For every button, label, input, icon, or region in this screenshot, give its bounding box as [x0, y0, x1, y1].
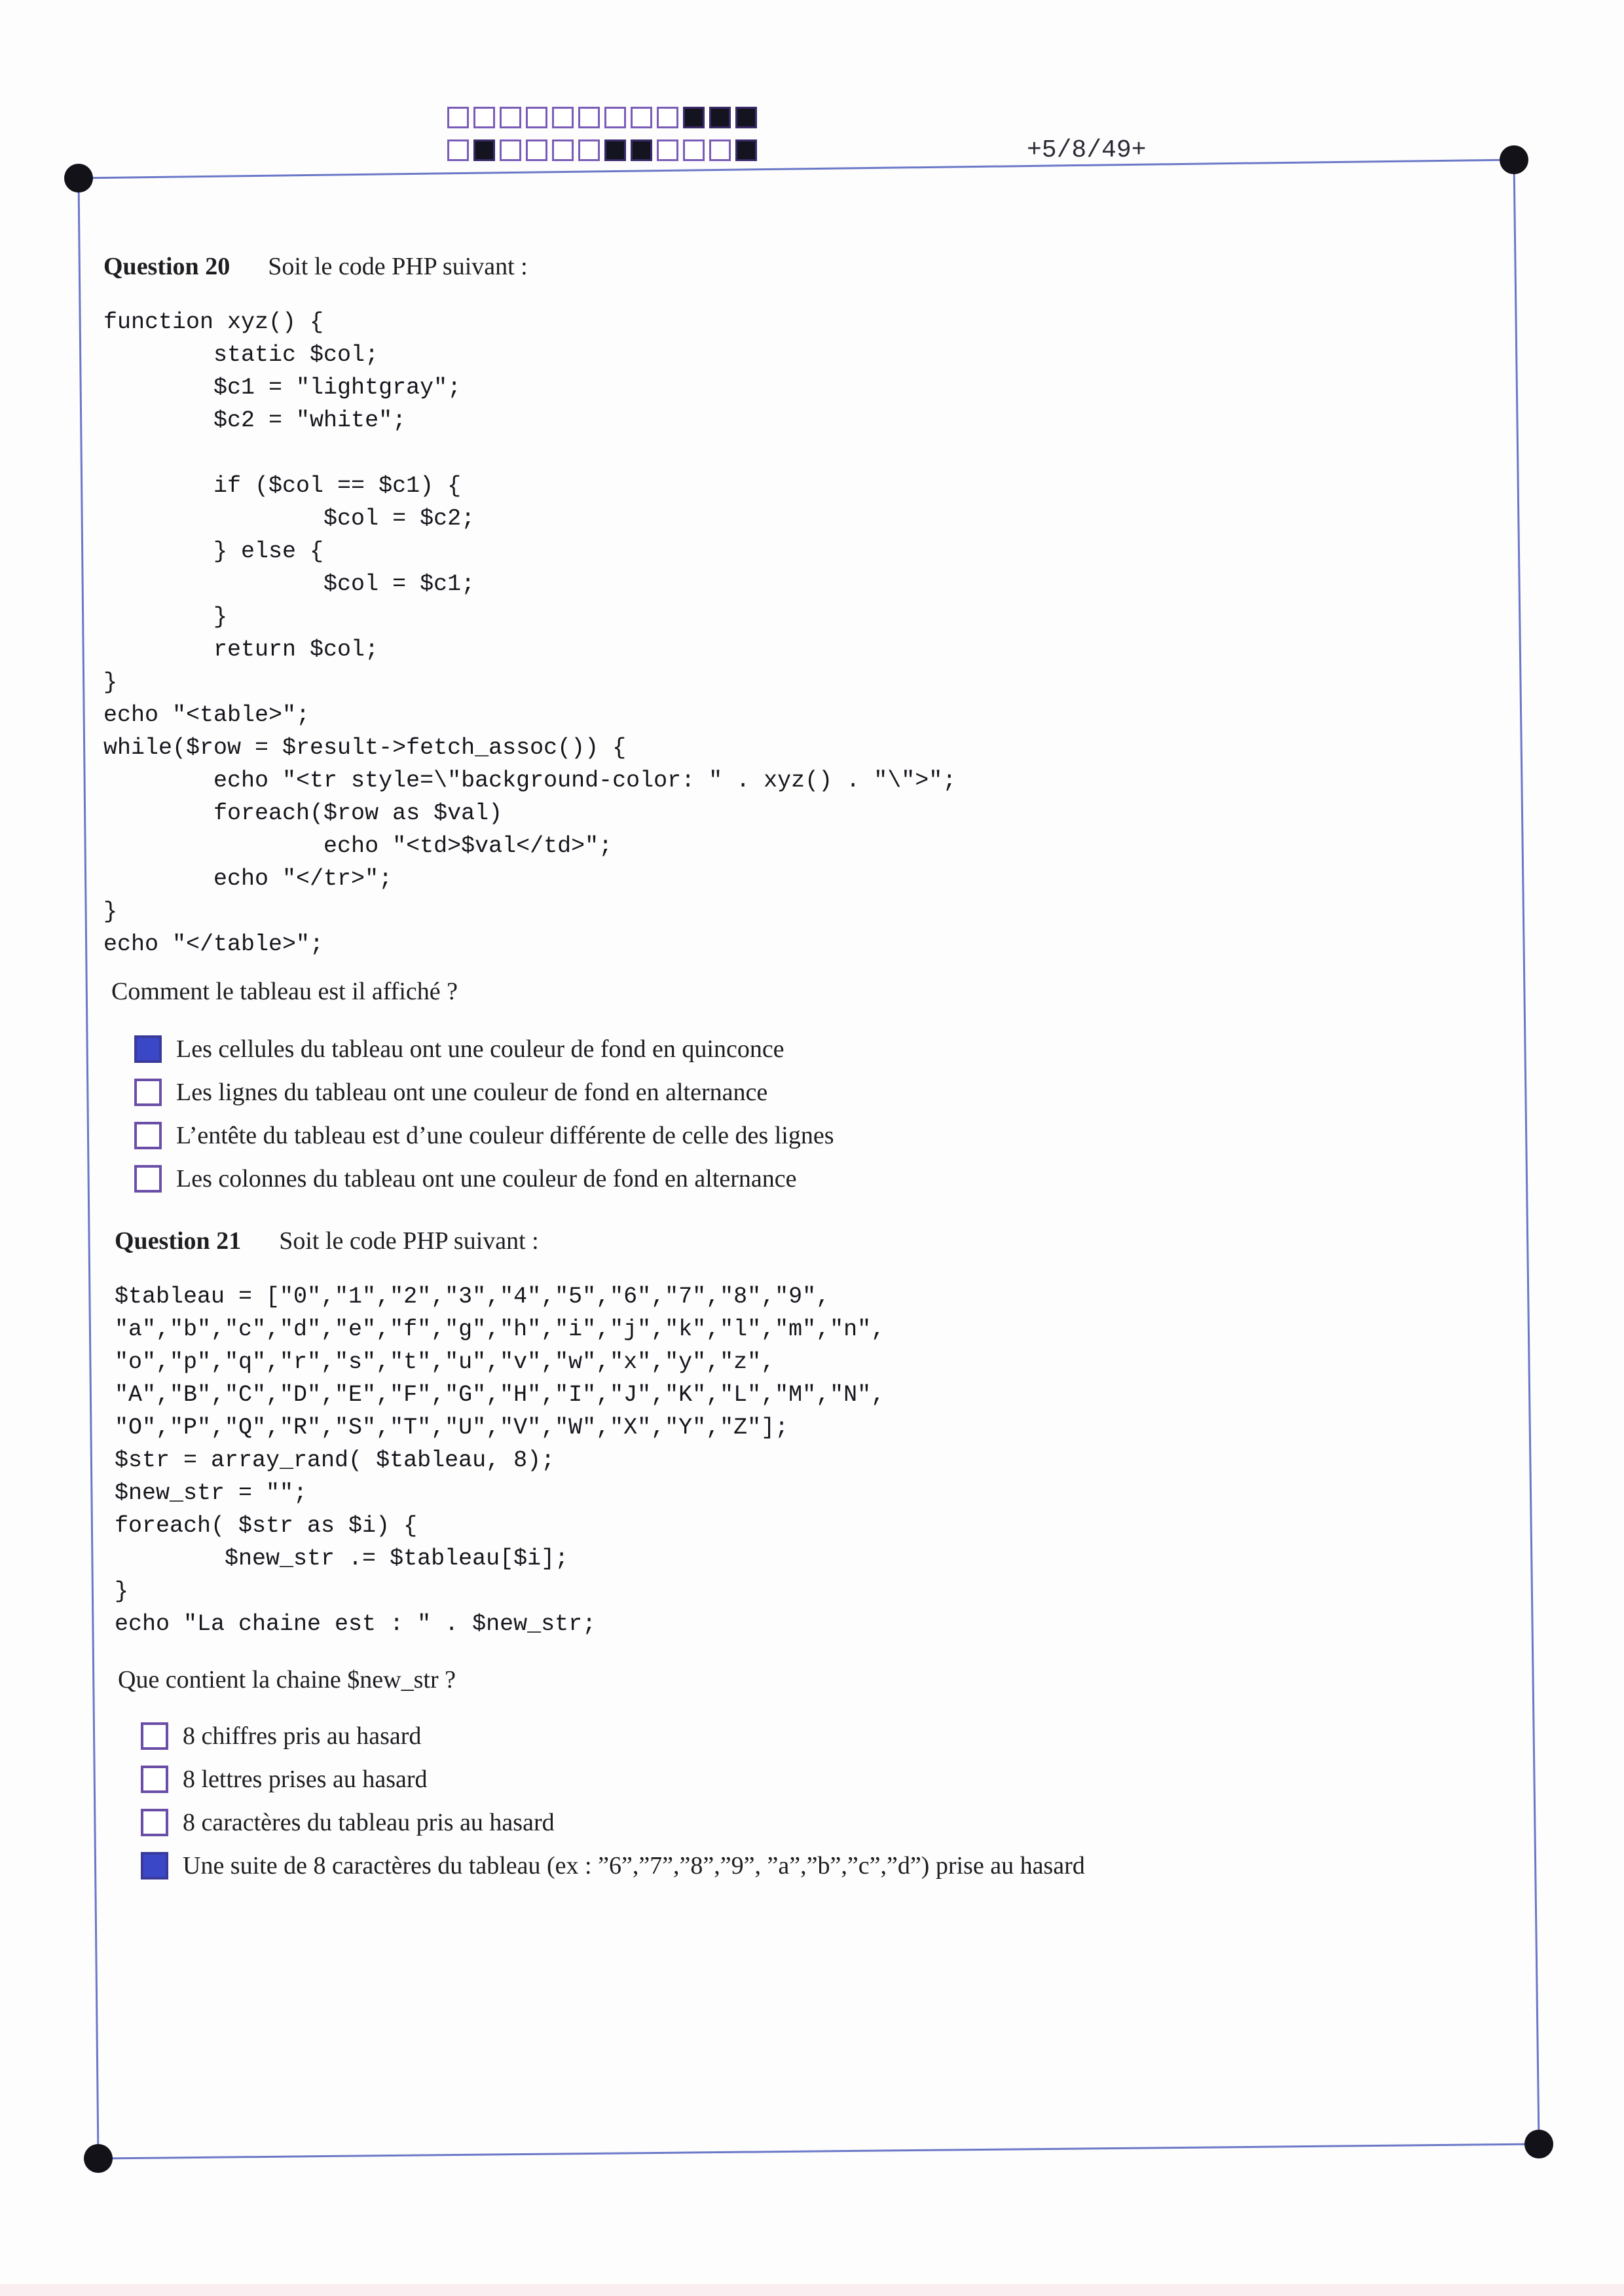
- answer-checkbox[interactable]: [141, 1722, 168, 1750]
- answer-label: 8 caractères du tableau pris au hasard: [183, 1809, 555, 1836]
- answer-label: Les colonnes du tableau ont une couleur de fond en alternance: [176, 1165, 797, 1193]
- answer-option: [134, 1071, 834, 1114]
- question-20-prompt: Comment le tableau est il affiché ?: [111, 978, 458, 1005]
- answer-label: Une suite de 8 caractères du tableau (ex : ”6”,”7”,”8”,”9”, ”a”,”b”,”c”,”d”) prise au hasard: [183, 1852, 1085, 1879]
- answer-checkbox[interactable]: [141, 1766, 168, 1793]
- answer-checkbox[interactable]: [141, 1852, 168, 1879]
- answer-label: 8 chiffres pris au hasard: [183, 1722, 422, 1750]
- answer-option: [134, 1157, 834, 1200]
- question-21-code: $tableau = ["0","1","2","3","4","5","6","7","8","9", "a","b","c","d","e","f","g","h","i","j","k","l","m","n", "o","p","q","r","s","t","u","v","w","x","y","z", "A","B","C","D","E","F","G","H","I","J","K","L","M","N", "O","P","Q","R","S","T","U","V","W","X","Y","Z"]; $str = array_rand( $tableau, 8); $new_str = ""; foreach( $str as $i) { $new_str .= $tableau[$i]; } echo "La chaine est : " . $new_str;: [115, 1284, 885, 1637]
- answer-checkbox[interactable]: [141, 1809, 168, 1836]
- question-intro: Soit le code PHP suivant :: [279, 1227, 539, 1255]
- answer-checkbox[interactable]: [134, 1165, 162, 1193]
- question-20-header: [103, 252, 528, 281]
- answer-label: 8 lettres prises au hasard: [183, 1766, 428, 1793]
- question-intro: Soit le code PHP suivant :: [268, 253, 528, 280]
- answer-option: [141, 1801, 1085, 1844]
- question-20-answers: [134, 1028, 834, 1200]
- question-number: Question 20: [103, 253, 231, 280]
- question-number: Question 21: [115, 1227, 242, 1255]
- question-20-code: function xyz() { static $col; $c1 = "lightgray"; $c2 = "white"; if ($col == $c1) { $col = $c2; } else { $col = $c1; } return $col; } echo "<table>"; while($row = $result->fetch_assoc()) { echo "<tr style=\"background-color: " . xyz() . "\">"; foreach($row as $val) echo "<td>$val</td>"; echo "</tr>"; } echo "</table>";: [103, 309, 957, 957]
- question-21-prompt: Que contient la chaine $new_str ?: [118, 1666, 456, 1694]
- question-21-header: [115, 1227, 539, 1255]
- answer-option: [134, 1028, 834, 1071]
- scan-edge-strip: [0, 2284, 1624, 2296]
- answer-label: Les cellules du tableau ont une couleur de fond en quinconce: [176, 1035, 784, 1063]
- answer-option: [141, 1758, 1085, 1801]
- corner-marker-bottom-left: [84, 2144, 113, 2173]
- answer-label: Les lignes du tableau ont une couleur de fond en alternance: [176, 1079, 768, 1106]
- answer-checkbox[interactable]: [134, 1079, 162, 1106]
- answer-label: L’entête du tableau est d’une couleur différente de celle des lignes: [176, 1122, 834, 1149]
- corner-marker-bottom-right: [1524, 2130, 1553, 2158]
- corner-marker-top-right: [1500, 145, 1528, 174]
- answer-option: [141, 1844, 1085, 1887]
- answer-checkbox[interactable]: [134, 1122, 162, 1149]
- answer-checkbox[interactable]: [134, 1035, 162, 1063]
- page-id: +5/8/49+: [1027, 136, 1147, 164]
- answer-option: [134, 1114, 834, 1157]
- question-21-answers: [141, 1714, 1085, 1887]
- answer-option: [141, 1714, 1085, 1758]
- corner-marker-top-left: [64, 164, 93, 193]
